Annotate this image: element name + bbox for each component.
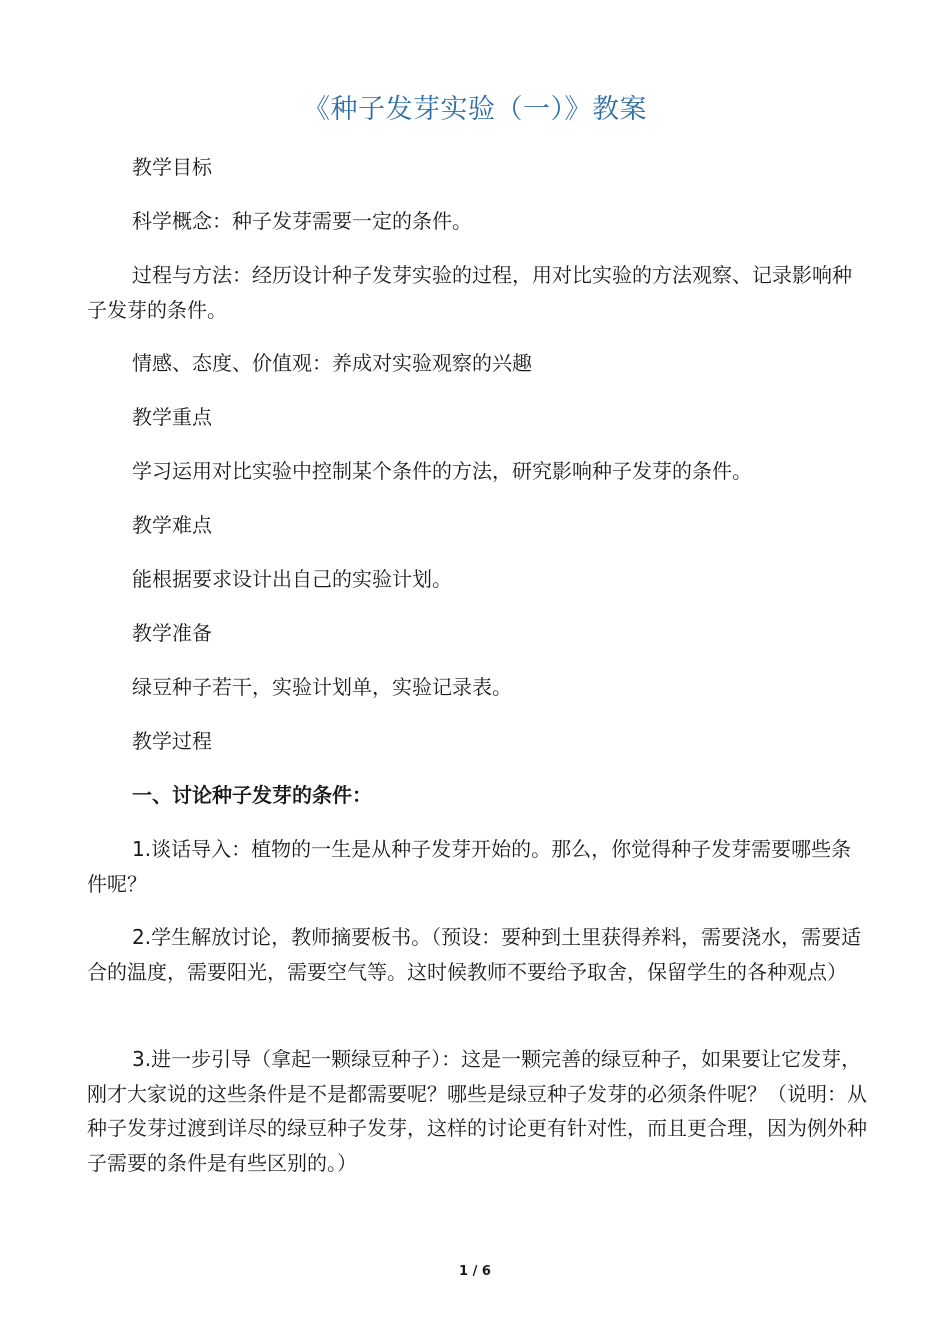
paragraph-attitude: 情感、态度、价值观：养成对实验观察的兴趣 [132,351,532,375]
paragraph-key-points: 学习运用对比实验中控制某个条件的方法，研究影响种子发芽的条件。 [132,459,752,483]
heading-teaching-goals: 教学目标 [132,155,212,179]
heading-teaching-process: 教学过程 [132,729,212,753]
section-heading-discussion: 一、讨论种子发芽的条件： [132,783,372,807]
paragraph-difficulties: 能根据要求设计出自己的实验计划。 [132,567,452,591]
heading-difficulties: 教学难点 [132,513,212,537]
page-number: 1 / 6 [459,1264,491,1279]
paragraph-step-3: 3.进一步引导（拿起一颗绿豆种子）：这是一颗完善的绿豆种子，如果要让它发芽，刚才大家说的这些条件是不是都需要呢？哪些是绿豆种子发芽的必须条件呢？（说明：从种子发芽过渡到详尽的绿豆种子发芽，这样的讨论更有针对性，而且更合理，因为例外种子需要的条件是有些区别的。） [87,1047,867,1175]
paragraph-process-method: 过程与方法：经历设计种子发芽实验的过程，用对比实验的方法观察、记录影响种子发芽的条件。 [87,263,852,322]
heading-key-points: 教学重点 [132,405,212,429]
paragraph-science-concept: 科学概念：种子发芽需要一定的条件。 [132,209,472,233]
paragraph-step-1: 1.谈话导入：植物的一生是从种子发芽开始的。那么，你觉得种子发芽需要哪些条件呢？ [87,837,852,896]
document-title: 《种子发芽实验（一）》教案 [303,94,647,125]
paragraph-preparation: 绿豆种子若干，实验计划单，实验记录表。 [132,675,512,699]
paragraph-step-2: 2.学生解放讨论，教师摘要板书。（预设：要种到土里获得养料，需要浇水，需要适合的温度，需要阳光，需要空气等。这时候教师不要给予取舍，保留学生的各种观点） [87,925,862,984]
heading-preparation: 教学准备 [132,621,212,645]
